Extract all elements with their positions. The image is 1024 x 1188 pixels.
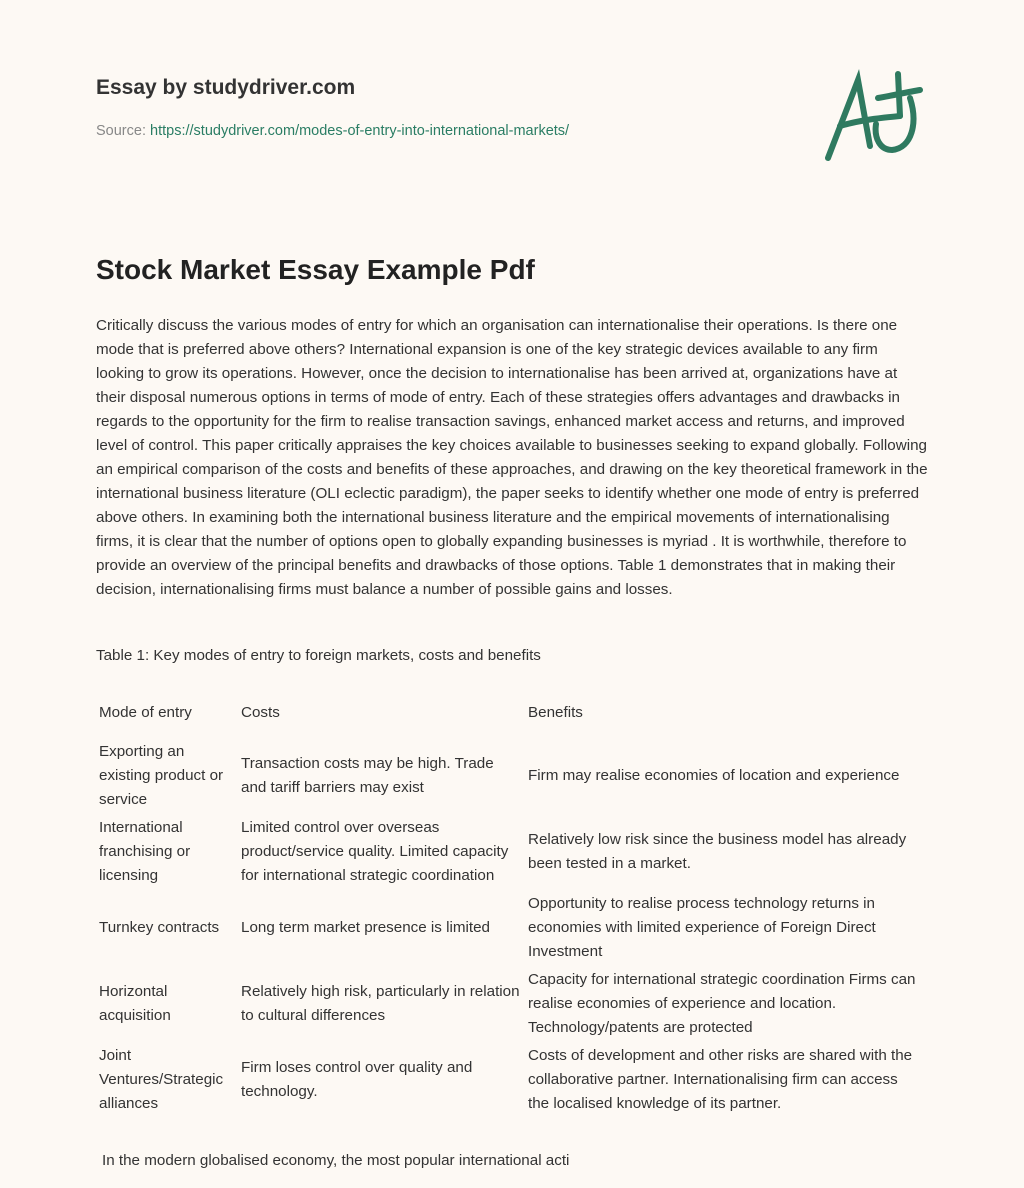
modes-of-entry-table: [96, 696, 926, 1118]
mode-cell: Horizontal acquisition: [99, 983, 171, 1024]
a-plus-logo-icon: [820, 68, 930, 168]
benefits-cell: Capacity for international strategic coordination Firms can realise economies of experience and location. Technology/patents are protected: [528, 971, 916, 1036]
mode-cell: Joint Ventures/Strategic alliances: [99, 1047, 224, 1112]
table-row: [96, 966, 926, 1042]
costs-cell: Long term market presence is limited: [241, 919, 491, 936]
costs-cell: Relatively high risk, particularly in relation to cultural differences: [241, 983, 520, 1024]
essay-paragraph: Critically discuss the various modes of entry for which an organisation can internationalise their operations. Is there one mode that is preferred above others? International expansion is one of the key strategic devices available to any firm looking to grow its operations. However, once the decision to internationalise has been arrived at, organizations have at their disposal numerous options in terms of mode of entry. Each of these strategies offers advantages and drawbacks in regards to the opportunity for the firm to realise transaction savings, enhanced market access and returns, and improved level of control. This paper critically appraises the key choices available to businesses seeking to expand globally. Following an empirical comparison of the costs and benefits of these approaches, and drawing on the key theoretical framework in the international business literature (OLI eclectic paradigm), the paper seeks to identify whether one mode of entry is preferred above others. In examining both the international business literature and the empirical movements of internationalising firms, it is clear that the number of options open to globally expanding businesses is myriad . It is worthwhile, therefore to provide an overview of the principal benefits and drawbacks of those options. Table 1 demonstrates that in making their decision, internationalising firms must balance a number of possible gains and losses.: [96, 317, 928, 598]
continuation-text: In the modern globalised economy, the most popular international acti: [102, 1152, 570, 1169]
header-mode: Mode of entry: [99, 704, 192, 721]
benefits-cell: Costs of development and other risks are shared with the collaborative partner. Internationalising firm can access the localised knowledge of its partner.: [528, 1047, 913, 1112]
mode-cell: Turnkey contracts: [99, 919, 220, 936]
mode-cell: International franchising or licensing: [99, 819, 191, 884]
source-link[interactable]: https://studydriver.com/modes-of-entry-into-international-markets/: [150, 123, 570, 139]
benefits-cell: Relatively low risk since the business model has already been tested in a market.: [528, 831, 907, 872]
costs-cell: Transaction costs may be high. Trade and tariff barriers may exist: [241, 755, 494, 796]
table-row: [96, 1042, 926, 1118]
costs-cell: Firm loses control over quality and technology.: [241, 1059, 473, 1100]
header-benefits: Benefits: [528, 704, 583, 721]
benefits-cell: Firm may realise economies of location and experience: [528, 767, 900, 784]
benefits-cell: Opportunity to realise process technology returns in economies with limited experience of Foreign Direct Investment: [528, 895, 876, 960]
table-caption: Table 1: Key modes of entry to foreign markets, costs and benefits: [96, 647, 541, 664]
mode-cell: Exporting an existing product or service: [99, 743, 224, 808]
header-costs: Costs: [241, 704, 280, 721]
page-title: Stock Market Essay Example Pdf: [96, 254, 535, 285]
brand-title: Essay by studydriver.com: [96, 76, 356, 99]
table-row: [96, 738, 926, 814]
source-label: Source:: [96, 123, 146, 139]
costs-cell: Limited control over overseas product/service quality. Limited capacity for international strategic coordination: [241, 819, 509, 884]
source-line: [96, 123, 569, 139]
table-row: [96, 814, 926, 890]
table-header-row: [96, 696, 926, 730]
table-row: [96, 890, 926, 966]
